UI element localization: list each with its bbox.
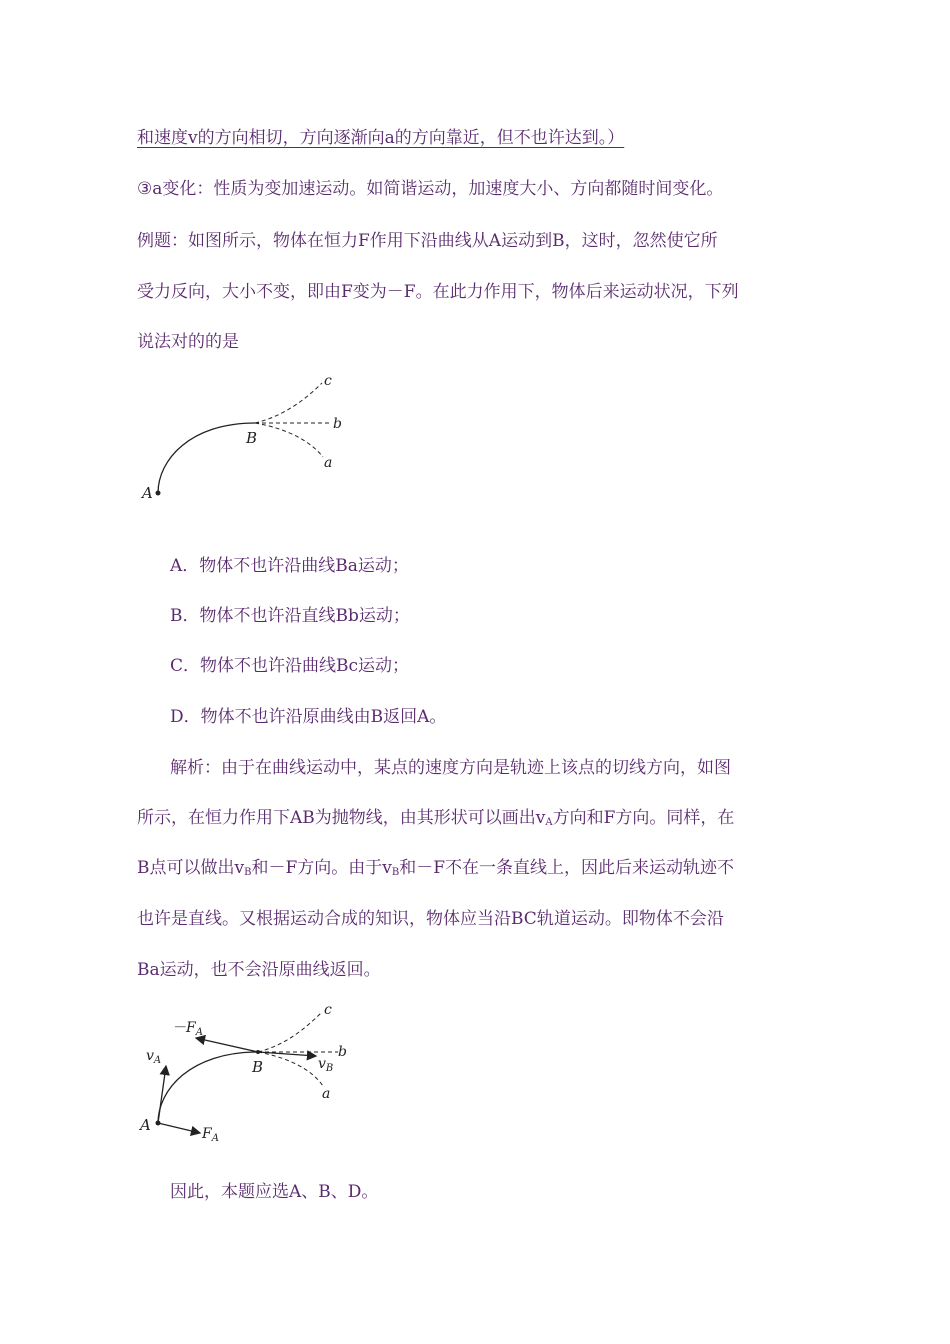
trajectory-figure-1 [130,365,370,510]
option-a: A．物体不也许沿曲线Ba运动； [170,556,409,576]
label-B: B [252,1058,264,1076]
option-c: C．物体不也许沿曲线Bc运动； [170,656,410,676]
fa-arrow [158,1123,200,1133]
paragraph-continuation: 和速度v的方向相切，方向逐渐向a的方向靠近，但不也许达到。） [137,128,625,148]
example-line-3: 说法对的的是 [137,332,239,352]
label-c: c [324,1002,332,1018]
label-neg-fa: $-F_A$ [172,1020,203,1038]
option-d: D．物体不也许沿原曲线由B返回A。 [170,707,447,727]
dashed-path-a [258,1052,323,1086]
example-line-2: 受力反向，大小不变，即由F变为－F。在此力作用下，物体后来运动状况，下列 [137,282,739,302]
analysis-line-1: 解析：由于在曲线运动中，某点的速度方向是轨迹上该点的切线方向，如图 [170,758,731,778]
label-A: A [140,1116,151,1134]
label-A: A [142,484,153,502]
label-B: B [246,429,258,447]
dashed-path-c [258,1012,322,1052]
neg-fa-arrow [196,1038,258,1052]
vector-figure-2 [130,1000,370,1150]
analysis-line-5: Ba运动，也不会沿原曲线返回。 [137,960,381,980]
point-three: ③a变化：性质为变加速运动。如简谐运动，加速度大小、方向都随时间变化。 [137,179,724,199]
va-arrow [158,1066,166,1123]
label-c: c [324,373,332,389]
analysis-line-2: 所示，在恒力作用下AB为抛物线，由其形状可以画出$v_A$方向和F方向。同样，在 [137,808,735,828]
dashed-path-a [255,423,323,457]
analysis-line-4: 也许是直线。又根据运动合成的知识，物体应当沿BC轨道运动。即物体不会沿 [137,909,724,929]
label-a: a [322,1086,331,1102]
analysis-line-3: B点可以做出$v_B$和－F方向。由于$v_B$和－F不在一条直线上，因此后来运动轨迹不 [137,858,735,878]
example-line-1: 例题：如图所示，物体在恒力F作用下沿曲线从A运动到B，这时，忽然使它所 [137,231,718,251]
trajectory-curve-ab [158,423,258,493]
label-b: b [333,416,342,432]
label-vb: $v_B$ [318,1056,334,1074]
conclusion: 因此，本题应选A、B、D。 [170,1182,379,1202]
label-b: b [338,1044,347,1060]
point-a-dot [156,491,161,496]
trajectory-curve-ab [158,1052,258,1123]
dashed-path-c [255,383,322,423]
option-b: B．物体不也许沿直线Bb运动； [170,606,410,626]
label-va: $v_A$ [146,1048,162,1066]
label-fa: $F_A$ [202,1126,219,1144]
label-a: a [324,455,333,471]
